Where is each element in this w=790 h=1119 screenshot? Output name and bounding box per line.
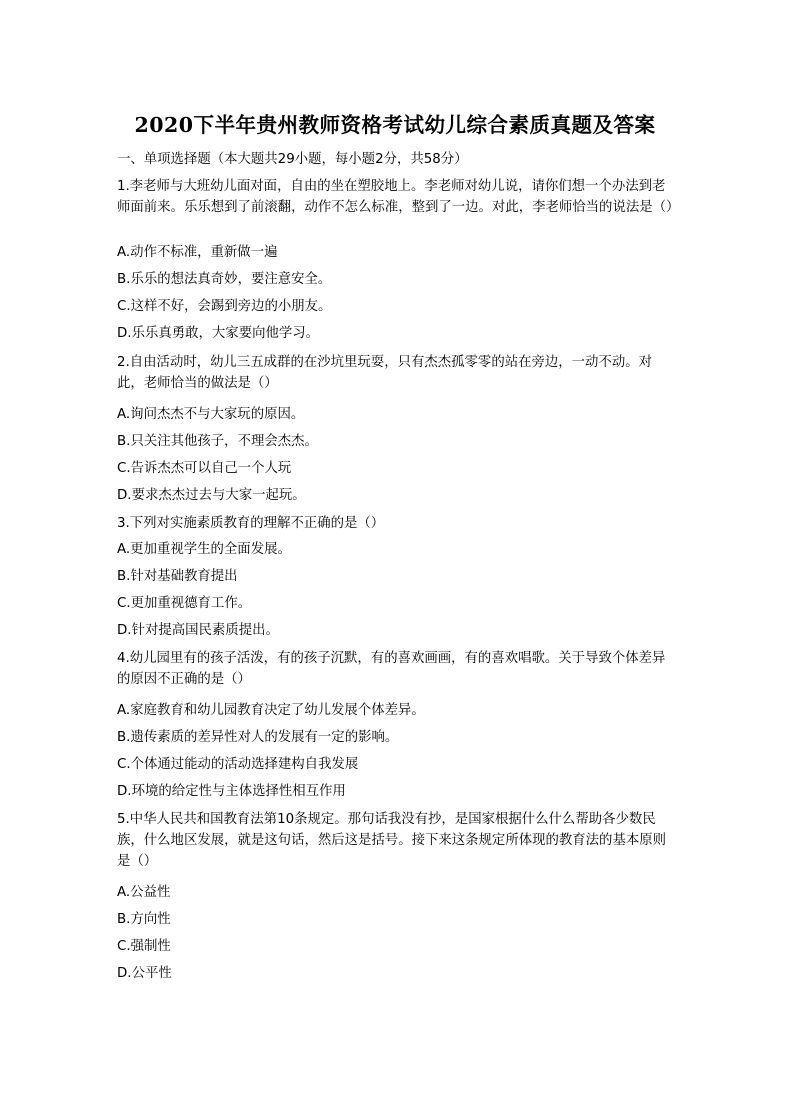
question-5-option-a [117,883,673,903]
section-heading: 一、单项选择题（本大题共29小题，每小题2分，共58分） [117,152,468,167]
question-3 [117,513,673,534]
question-4 [117,648,673,690]
question-1-option-d [117,324,673,344]
option-d: D.乐乐真勇敢，大家要向他学习。 [117,326,320,341]
question-stem: 5.中华人民共和国教育法第10条规定。那句话我没有抄，是国家根据什么什么帮助各少数民族，什么地区发展，就是这句话，然后这是括号。接下来这条规定所体现的教育法的基本原则是（） [117,812,667,869]
option-d: D.要求杰杰过去与大家一起玩。 [117,488,306,503]
question-2 [117,352,673,394]
option-c: C.告诉杰杰可以自己一个人玩 [117,461,292,476]
question-stem: 2.自由活动时，幼儿三五成群的在沙坑里玩耍，只有杰杰孤零零的站在旁边，一动不动。对此，老师恰当的做法是（） [117,355,653,391]
option-b: B.乐乐的想法真奇妙，要注意安全。 [117,272,332,287]
question-3-option-a [117,540,673,560]
option-b: B.只关注其他孩子，不理会杰杰。 [117,434,318,449]
question-2-option-a [117,405,673,425]
question-stem: 1.李老师与大班幼儿面对面，自由的坐在塑胶地上。李老师对幼儿说，请你们想一个办法到老师面前来。乐乐想到了前滚翻，动作不怎么标准，整到了一边。对此，李老师恰当的说法是（） [117,179,680,215]
option-a: A.询问杰杰不与大家玩的原因。 [117,407,305,422]
question-2-option-b [117,432,673,452]
question-5-option-d [117,964,673,984]
question-3-option-d [117,621,673,641]
option-c: C.这样不好，会踢到旁边的小朋友。 [117,299,332,314]
question-4-option-c [117,755,673,775]
question-1-option-b [117,270,673,290]
question-5-option-c [117,937,673,957]
question-stem: 4.幼儿园里有的孩子活泼，有的孩子沉默，有的喜欢画画，有的喜欢唱歌。关于导致个体差异的原因不正确的是（） [117,651,666,687]
question-4-option-a [117,701,673,721]
question-2-option-c [117,459,673,479]
question-2-option-d [117,486,673,506]
question-4-option-b [117,728,673,748]
question-3-option-b [117,567,673,587]
option-d: D.公平性 [117,966,172,981]
option-d: D.针对提高国民素质提出。 [117,623,279,638]
question-stem: 3.下列对实施素质教育的理解不正确的是（） [117,516,385,531]
option-a: A.家庭教育和幼儿园教育决定了幼儿发展个体差异。 [117,703,425,718]
option-b: B.方向性 [117,912,171,927]
option-c: C.个体通过能动的活动选择建构自我发展 [117,757,359,772]
option-c: C.更加重视德育工作。 [117,596,252,611]
question-1-option-c [117,297,673,317]
question-1 [117,176,680,218]
option-a: A.更加重视学生的全面发展。 [117,542,291,557]
question-5 [117,809,673,872]
question-1-option-a [117,243,673,263]
option-b: B.遗传素质的差异性对人的发展有一定的影响。 [117,730,399,745]
document-title: 2020下半年贵州教师资格考试幼儿综合素质真题及答案 [134,113,656,137]
option-a: A.公益性 [117,885,171,900]
option-b: B.针对基础教育提出 [117,569,238,584]
question-4-option-d [117,782,673,802]
question-5-option-b [117,910,673,930]
question-3-option-c [117,594,673,614]
option-d: D.环境的给定性与主体选择性相互作用 [117,784,346,799]
option-a: A.动作不标准，重新做一遍 [117,245,278,260]
option-c: C.强制性 [117,939,171,954]
